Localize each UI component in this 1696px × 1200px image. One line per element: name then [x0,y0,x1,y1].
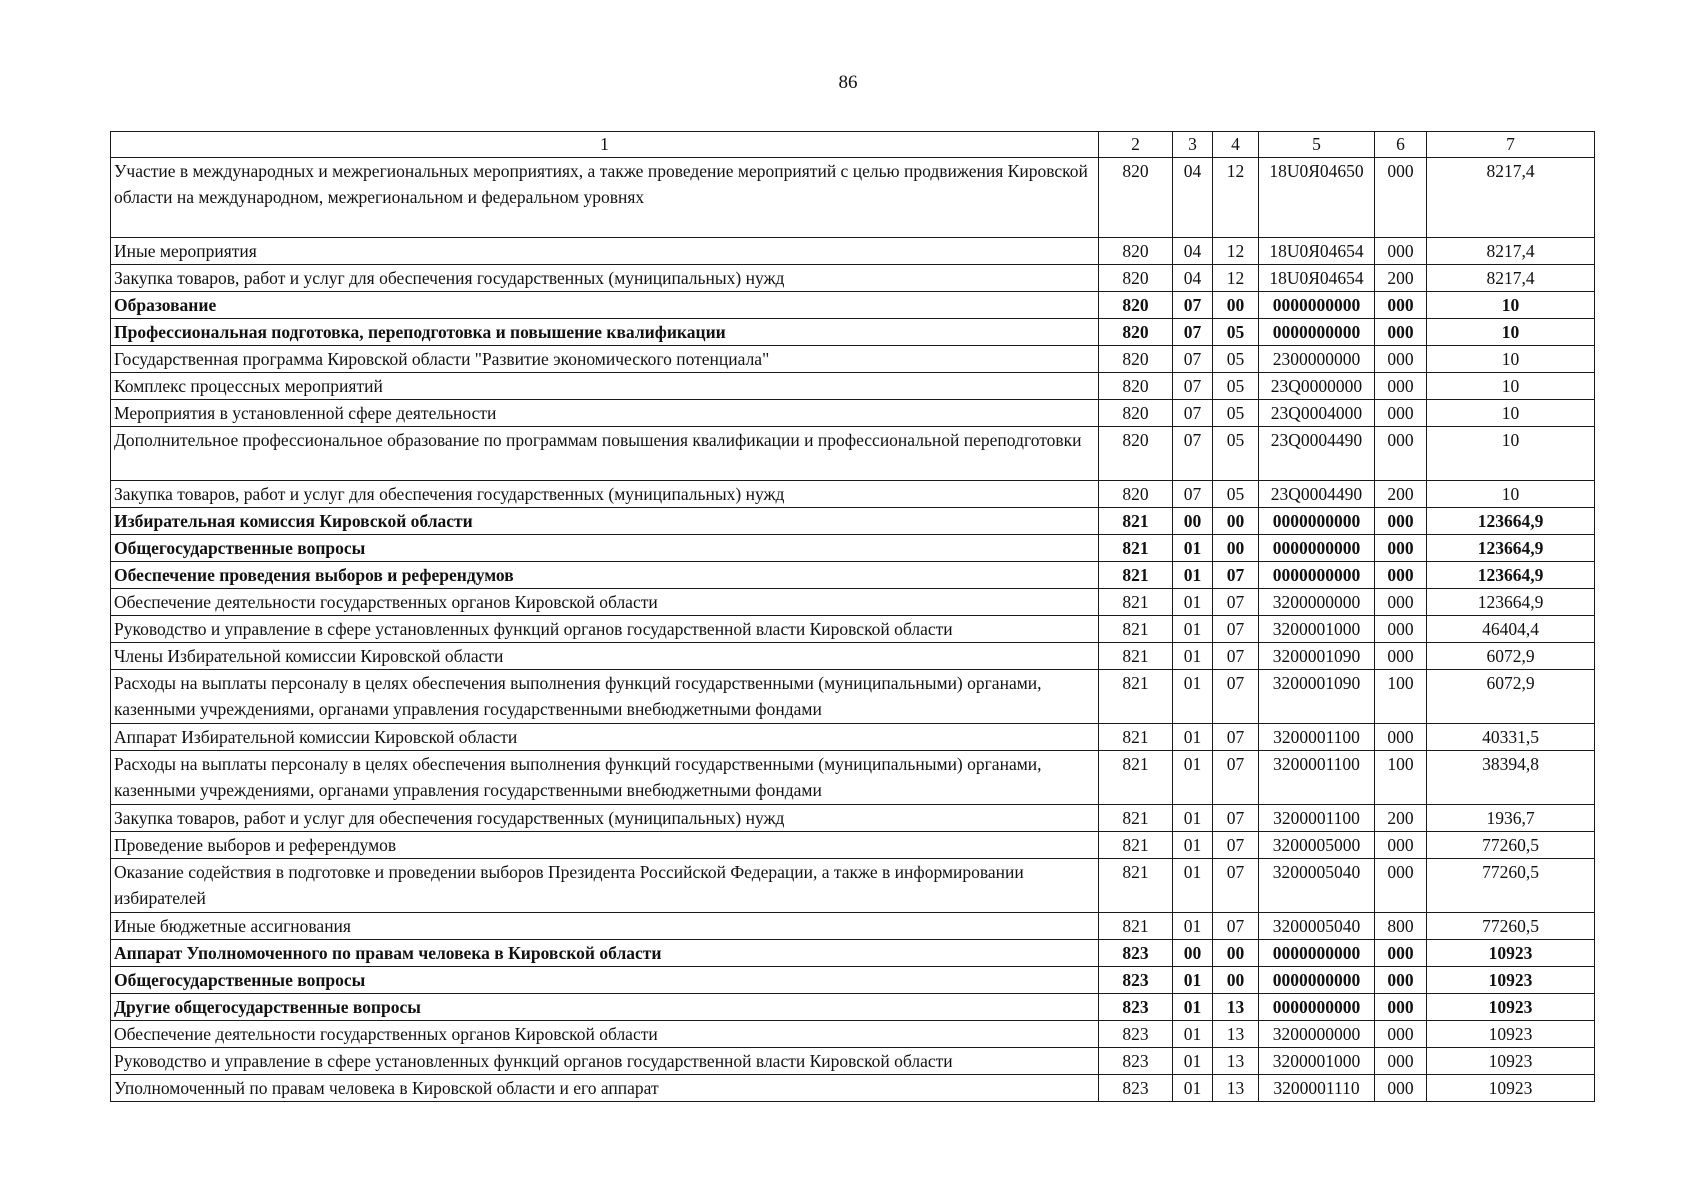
row-expense-type-cell: 000 [1375,238,1427,265]
row-section-cell: 01 [1173,535,1213,562]
row-target-article-cell: 3200001100 [1259,751,1375,805]
row-section-cell: 01 [1173,1048,1213,1075]
table-row [111,292,1595,319]
row-section-cell: 07 [1173,427,1213,481]
row-name-cell: Обеспечение деятельности государственных органов Кировской области [111,1021,1099,1048]
table-row [111,913,1595,940]
table-row [111,670,1595,724]
row-expense-type-cell: 000 [1375,616,1427,643]
row-target-article-cell: 0000000000 [1259,562,1375,589]
row-name-cell: Образование [111,292,1099,319]
row-expense-type-cell: 000 [1375,994,1427,1021]
row-target-article-cell: 0000000000 [1259,994,1375,1021]
row-name-cell: Избирательная комиссия Кировской области [111,508,1099,535]
row-section-cell: 00 [1173,508,1213,535]
row-section-cell: 07 [1173,400,1213,427]
row-section-cell: 01 [1173,1075,1213,1102]
table-row [111,319,1595,346]
row-code-cell: 820 [1099,427,1173,481]
row-amount-cell: 8217,4 [1427,265,1595,292]
row-amount-cell: 10 [1427,292,1595,319]
row-amount-cell: 123664,9 [1427,589,1595,616]
table-row [111,994,1595,1021]
row-name-cell: Обеспечение проведения выборов и референдумов [111,562,1099,589]
row-target-article-cell: 3200001090 [1259,670,1375,724]
table-body [111,158,1595,1102]
row-name-cell: Обеспечение деятельности государственных органов Кировской области [111,589,1099,616]
row-target-article-cell: 3200000000 [1259,589,1375,616]
row-expense-type-cell: 000 [1375,967,1427,994]
row-expense-type-cell: 000 [1375,400,1427,427]
table-row [111,427,1595,481]
row-section-cell: 04 [1173,158,1213,238]
table-row [111,346,1595,373]
row-section-cell: 01 [1173,562,1213,589]
table-row [111,562,1595,589]
row-section-cell: 07 [1173,373,1213,400]
table-row [111,805,1595,832]
row-target-article-cell: 0000000000 [1259,940,1375,967]
row-expense-type-cell: 100 [1375,670,1427,724]
row-section-cell: 01 [1173,616,1213,643]
row-section-cell: 01 [1173,670,1213,724]
row-code-cell: 823 [1099,1048,1173,1075]
header-row [111,132,1595,158]
table-row [111,589,1595,616]
row-subsection-cell: 05 [1213,481,1259,508]
row-subsection-cell: 07 [1213,562,1259,589]
row-target-article-cell: 23Q0004000 [1259,400,1375,427]
row-section-cell: 07 [1173,481,1213,508]
row-expense-type-cell: 000 [1375,346,1427,373]
row-amount-cell: 40331,5 [1427,724,1595,751]
table-row [111,265,1595,292]
header-col-3: 3 [1173,132,1213,158]
row-amount-cell: 10 [1427,427,1595,481]
row-expense-type-cell: 000 [1375,1075,1427,1102]
row-target-article-cell: 23Q0004490 [1259,427,1375,481]
row-amount-cell: 1936,7 [1427,805,1595,832]
row-target-article-cell: 0000000000 [1259,319,1375,346]
row-expense-type-cell: 200 [1375,265,1427,292]
table-row [111,535,1595,562]
row-name-cell: Профессиональная подготовка, переподготовка и повышение квалификации [111,319,1099,346]
table-row [111,481,1595,508]
row-subsection-cell: 13 [1213,1048,1259,1075]
row-subsection-cell: 13 [1213,1021,1259,1048]
row-subsection-cell: 07 [1213,805,1259,832]
row-subsection-cell: 07 [1213,751,1259,805]
table-row [111,508,1595,535]
table-row [111,643,1595,670]
table-row [111,724,1595,751]
row-code-cell: 820 [1099,400,1173,427]
row-code-cell: 823 [1099,1075,1173,1102]
row-name-cell: Члены Избирательной комиссии Кировской области [111,643,1099,670]
row-amount-cell: 123664,9 [1427,535,1595,562]
row-target-article-cell: 0000000000 [1259,967,1375,994]
row-expense-type-cell: 000 [1375,643,1427,670]
table-row [111,400,1595,427]
row-name-cell: Расходы на выплаты персоналу в целях обеспечения выполнения функций государственными (муниципальными) органами, казенными учреждениями, органами управления государственными внебюджетными фондами [111,751,1099,805]
row-name-cell: Руководство и управление в сфере установленных функций органов государственной власти Кировской области [111,1048,1099,1075]
row-amount-cell: 77260,5 [1427,913,1595,940]
row-name-cell: Участие в международных и межрегиональных мероприятиях, а также проведение мероприятий с целью продвижения Кировской области на международном, межрегиональном и федеральном уровнях [111,158,1099,238]
row-target-article-cell: 2300000000 [1259,346,1375,373]
row-code-cell: 823 [1099,1021,1173,1048]
row-name-cell: Иные бюджетные ассигнования [111,913,1099,940]
row-subsection-cell: 00 [1213,940,1259,967]
row-subsection-cell: 07 [1213,859,1259,913]
row-subsection-cell: 00 [1213,535,1259,562]
row-expense-type-cell: 000 [1375,832,1427,859]
row-expense-type-cell: 000 [1375,158,1427,238]
row-code-cell: 821 [1099,643,1173,670]
row-section-cell: 01 [1173,643,1213,670]
row-name-cell: Аппарат Уполномоченного по правам человека в Кировской области [111,940,1099,967]
row-expense-type-cell: 000 [1375,535,1427,562]
table-row [111,616,1595,643]
row-code-cell: 821 [1099,616,1173,643]
row-expense-type-cell: 000 [1375,508,1427,535]
row-subsection-cell: 12 [1213,238,1259,265]
row-expense-type-cell: 000 [1375,940,1427,967]
row-name-cell: Оказание содействия в подготовке и проведении выборов Президента Российской Федерации, а также в информировании избирателей [111,859,1099,913]
row-name-cell: Аппарат Избирательной комиссии Кировской области [111,724,1099,751]
row-name-cell: Руководство и управление в сфере установленных функций органов государственной власти Кировской области [111,616,1099,643]
row-amount-cell: 77260,5 [1427,832,1595,859]
row-expense-type-cell: 000 [1375,319,1427,346]
row-amount-cell: 10 [1427,373,1595,400]
row-subsection-cell: 07 [1213,616,1259,643]
row-subsection-cell: 07 [1213,643,1259,670]
row-code-cell: 821 [1099,805,1173,832]
header-col-5: 5 [1259,132,1375,158]
row-code-cell: 823 [1099,940,1173,967]
row-amount-cell: 10923 [1427,1021,1595,1048]
row-subsection-cell: 07 [1213,724,1259,751]
row-subsection-cell: 00 [1213,508,1259,535]
row-name-cell: Общегосударственные вопросы [111,535,1099,562]
row-expense-type-cell: 000 [1375,373,1427,400]
header-col-7: 7 [1427,132,1595,158]
row-expense-type-cell: 000 [1375,427,1427,481]
table-row [111,1075,1595,1102]
row-amount-cell: 10 [1427,400,1595,427]
row-expense-type-cell: 200 [1375,481,1427,508]
row-code-cell: 821 [1099,751,1173,805]
row-amount-cell: 6072,9 [1427,643,1595,670]
row-code-cell: 820 [1099,346,1173,373]
row-section-cell: 04 [1173,265,1213,292]
row-amount-cell: 10 [1427,319,1595,346]
row-target-article-cell: 0000000000 [1259,535,1375,562]
page-number: 86 [838,72,858,93]
row-name-cell: Закупка товаров, работ и услуг для обеспечения государственных (муниципальных) нужд [111,265,1099,292]
row-section-cell: 01 [1173,1021,1213,1048]
row-name-cell: Другие общегосударственные вопросы [111,994,1099,1021]
row-amount-cell: 123664,9 [1427,562,1595,589]
budget-table [110,131,1595,1102]
row-code-cell: 821 [1099,859,1173,913]
row-subsection-cell: 13 [1213,994,1259,1021]
row-subsection-cell: 07 [1213,589,1259,616]
row-code-cell: 821 [1099,589,1173,616]
row-subsection-cell: 05 [1213,400,1259,427]
header-col-2: 2 [1099,132,1173,158]
row-amount-cell: 6072,9 [1427,670,1595,724]
row-code-cell: 821 [1099,508,1173,535]
row-subsection-cell: 05 [1213,373,1259,400]
row-subsection-cell: 05 [1213,427,1259,481]
row-code-cell: 820 [1099,481,1173,508]
row-expense-type-cell: 000 [1375,1021,1427,1048]
table-row [111,373,1595,400]
row-section-cell: 01 [1173,967,1213,994]
row-amount-cell: 8217,4 [1427,238,1595,265]
row-amount-cell: 10923 [1427,1075,1595,1102]
row-code-cell: 821 [1099,535,1173,562]
row-amount-cell: 123664,9 [1427,508,1595,535]
row-target-article-cell: 3200005040 [1259,913,1375,940]
table-row [111,1021,1595,1048]
row-target-article-cell: 3200005000 [1259,832,1375,859]
row-target-article-cell: 23Q0000000 [1259,373,1375,400]
row-subsection-cell: 07 [1213,832,1259,859]
row-expense-type-cell: 000 [1375,292,1427,319]
row-amount-cell: 46404,4 [1427,616,1595,643]
row-target-article-cell: 18U0Я04654 [1259,238,1375,265]
row-section-cell: 01 [1173,832,1213,859]
row-section-cell: 07 [1173,292,1213,319]
row-section-cell: 01 [1173,589,1213,616]
row-section-cell: 01 [1173,751,1213,805]
row-subsection-cell: 00 [1213,292,1259,319]
row-target-article-cell: 3200005040 [1259,859,1375,913]
row-code-cell: 821 [1099,562,1173,589]
row-expense-type-cell: 200 [1375,805,1427,832]
row-expense-type-cell: 000 [1375,1048,1427,1075]
row-target-article-cell: 0000000000 [1259,508,1375,535]
row-name-cell: Уполномоченный по правам человека в Кировской области и его аппарат [111,1075,1099,1102]
row-section-cell: 00 [1173,940,1213,967]
row-name-cell: Дополнительное профессиональное образование по программам повышения квалификации и профессиональной переподготовки [111,427,1099,481]
row-name-cell: Мероприятия в установленной сфере деятельности [111,400,1099,427]
row-name-cell: Закупка товаров, работ и услуг для обеспечения государственных (муниципальных) нужд [111,481,1099,508]
table-row [111,1048,1595,1075]
row-amount-cell: 8217,4 [1427,158,1595,238]
row-target-article-cell: 3200001000 [1259,616,1375,643]
row-section-cell: 01 [1173,724,1213,751]
header-col-1: 1 [111,132,1099,158]
table-row [111,940,1595,967]
row-section-cell: 01 [1173,859,1213,913]
row-expense-type-cell: 000 [1375,724,1427,751]
row-amount-cell: 77260,5 [1427,859,1595,913]
row-section-cell: 01 [1173,805,1213,832]
row-target-article-cell: 18U0Я04654 [1259,265,1375,292]
row-expense-type-cell: 000 [1375,562,1427,589]
row-target-article-cell: 23Q0004490 [1259,481,1375,508]
header-col-6: 6 [1375,132,1427,158]
row-amount-cell: 10923 [1427,994,1595,1021]
row-section-cell: 01 [1173,994,1213,1021]
row-amount-cell: 10923 [1427,940,1595,967]
row-subsection-cell: 05 [1213,319,1259,346]
row-subsection-cell: 05 [1213,346,1259,373]
row-name-cell: Государственная программа Кировской области "Развитие экономического потенциала" [111,346,1099,373]
row-code-cell: 820 [1099,265,1173,292]
row-code-cell: 820 [1099,292,1173,319]
table-row [111,158,1595,238]
row-amount-cell: 10923 [1427,1048,1595,1075]
row-section-cell: 07 [1173,346,1213,373]
row-code-cell: 820 [1099,319,1173,346]
row-amount-cell: 38394,8 [1427,751,1595,805]
table-row [111,238,1595,265]
row-code-cell: 823 [1099,967,1173,994]
row-expense-type-cell: 000 [1375,859,1427,913]
row-target-article-cell: 3200001000 [1259,1048,1375,1075]
row-target-article-cell: 3200000000 [1259,1021,1375,1048]
row-name-cell: Закупка товаров, работ и услуг для обеспечения государственных (муниципальных) нужд [111,805,1099,832]
row-amount-cell: 10 [1427,346,1595,373]
row-section-cell: 07 [1173,319,1213,346]
row-expense-type-cell: 000 [1375,589,1427,616]
row-code-cell: 821 [1099,832,1173,859]
row-code-cell: 823 [1099,994,1173,1021]
row-code-cell: 821 [1099,670,1173,724]
row-code-cell: 821 [1099,724,1173,751]
table-row [111,967,1595,994]
row-name-cell: Общегосударственные вопросы [111,967,1099,994]
row-target-article-cell: 3200001100 [1259,724,1375,751]
row-subsection-cell: 07 [1213,913,1259,940]
header-col-4: 4 [1213,132,1259,158]
row-subsection-cell: 07 [1213,670,1259,724]
row-target-article-cell: 0000000000 [1259,292,1375,319]
row-expense-type-cell: 800 [1375,913,1427,940]
row-subsection-cell: 12 [1213,158,1259,238]
row-code-cell: 821 [1099,913,1173,940]
row-name-cell: Иные мероприятия [111,238,1099,265]
table-row [111,832,1595,859]
row-target-article-cell: 3200001110 [1259,1075,1375,1102]
row-name-cell: Проведение выборов и референдумов [111,832,1099,859]
row-target-article-cell: 3200001100 [1259,805,1375,832]
row-code-cell: 820 [1099,238,1173,265]
row-expense-type-cell: 100 [1375,751,1427,805]
row-section-cell: 01 [1173,913,1213,940]
row-subsection-cell: 00 [1213,967,1259,994]
table-row [111,751,1595,805]
row-code-cell: 820 [1099,373,1173,400]
row-amount-cell: 10923 [1427,967,1595,994]
row-section-cell: 04 [1173,238,1213,265]
row-subsection-cell: 13 [1213,1075,1259,1102]
row-subsection-cell: 12 [1213,265,1259,292]
row-amount-cell: 10 [1427,481,1595,508]
row-name-cell: Комплекс процессных мероприятий [111,373,1099,400]
row-target-article-cell: 3200001090 [1259,643,1375,670]
row-name-cell: Расходы на выплаты персоналу в целях обеспечения выполнения функций государственными (муниципальными) органами, казенными учреждениями, органами управления государственными внебюджетными фондами [111,670,1099,724]
row-code-cell: 820 [1099,158,1173,238]
row-target-article-cell: 18U0Я04650 [1259,158,1375,238]
table-row [111,859,1595,913]
